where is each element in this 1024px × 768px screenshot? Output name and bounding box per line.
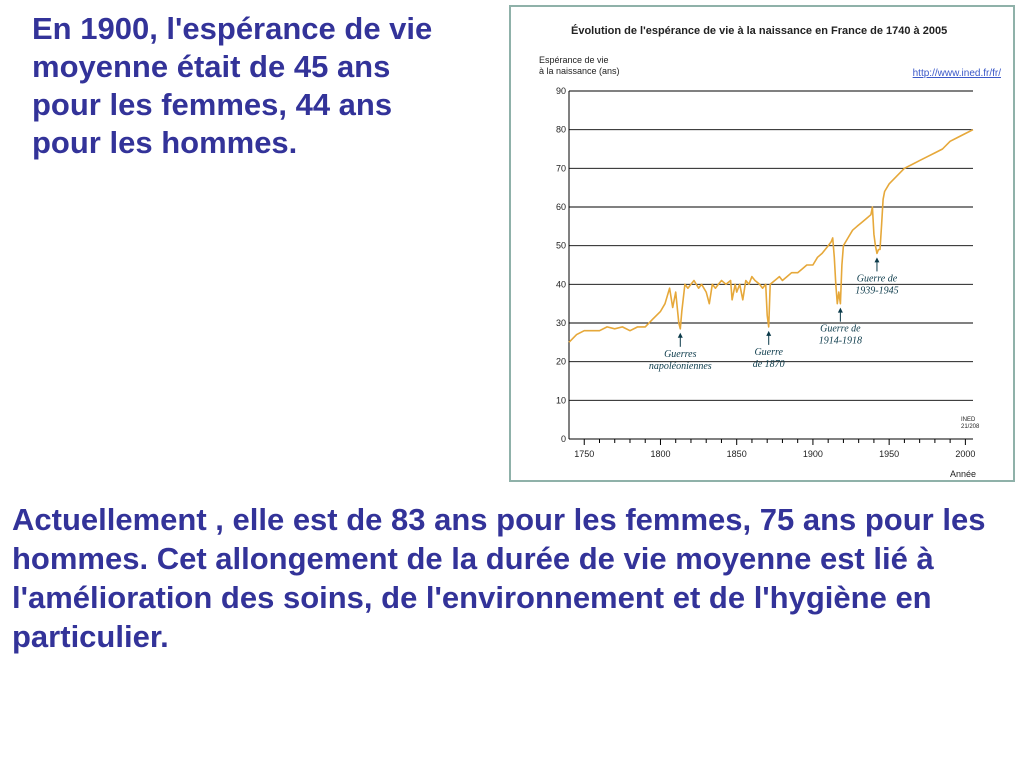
y-tick-label: 40 [555,279,566,290]
annotations [649,257,899,371]
x-axis-ticks [574,439,975,459]
annotation-label: Guerre [754,346,783,358]
outro-paragraph: Actuellement , elle est de 83 ans pour les femmes, 75 ans pour les hommes. Cet allongement de la durée de vie moyenne est lié à l'amélioration des soins, de l'environnement et de l'hygiène en particulier. [12,502,986,654]
y-tick-label: 20 [555,356,566,367]
credit-line-2: 21/208 [961,424,980,430]
annotation-label: 1939-1945 [855,285,899,297]
annotation-label: Guerre de [856,273,898,285]
annotation-arrow-head [766,331,771,336]
intro-paragraph: En 1900, l'espérance de vie moyenne était de 45 ans pour les femmes, 44 ans pour les hommes. [32,11,433,160]
x-axis-label: Année [949,469,977,479]
source-url[interactable]: http://www.ined.fr/fr/ [912,68,1001,79]
x-tick-label: 1900 [802,449,823,459]
x-tick-label: 1800 [650,449,671,459]
y-axis-label-line-1: Espérance de vie [539,55,609,65]
chart-title: Évolution de l'espérance de vie à la naissance en France de 1740 à 2005 [571,25,948,37]
annotation-arrow-head [838,308,843,313]
series-line-0 [569,130,973,343]
y-tick-label: 90 [555,86,566,96]
y-tick-label: 50 [555,240,566,251]
annotation-label: Guerres [664,348,697,360]
annotation-label: de 1870 [752,358,785,370]
y-tick-label: 80 [555,124,566,135]
gridlines [569,91,973,439]
y-tick-label: 10 [555,395,566,406]
annotation-arrow-head [678,333,683,338]
y-axis-ticks [556,86,566,444]
annotation-label: Guerre de [820,323,861,335]
x-tick-label: 1750 [574,449,595,459]
source-link[interactable] [913,68,1002,79]
x-tick-label: 1850 [726,449,747,459]
y-tick-label: 30 [555,318,566,328]
life-expectancy-chart [511,7,1013,480]
annotation-label: 1914-1918 [818,335,863,347]
chart-figure [509,5,1015,482]
y-tick-label: 60 [555,202,566,212]
y-axis-label-line-2: à la naissance (ans) [539,66,620,76]
y-tick-label: 0 [560,434,566,444]
annotation-arrow-head [874,257,879,262]
credit-line-1: INED [961,417,976,423]
y-tick-label: 70 [555,163,566,174]
annotation-label: napoléoniennes [648,360,712,372]
series-layer [569,130,973,343]
x-tick-label: 2000 [955,449,976,459]
x-tick-label: 1950 [879,449,900,459]
